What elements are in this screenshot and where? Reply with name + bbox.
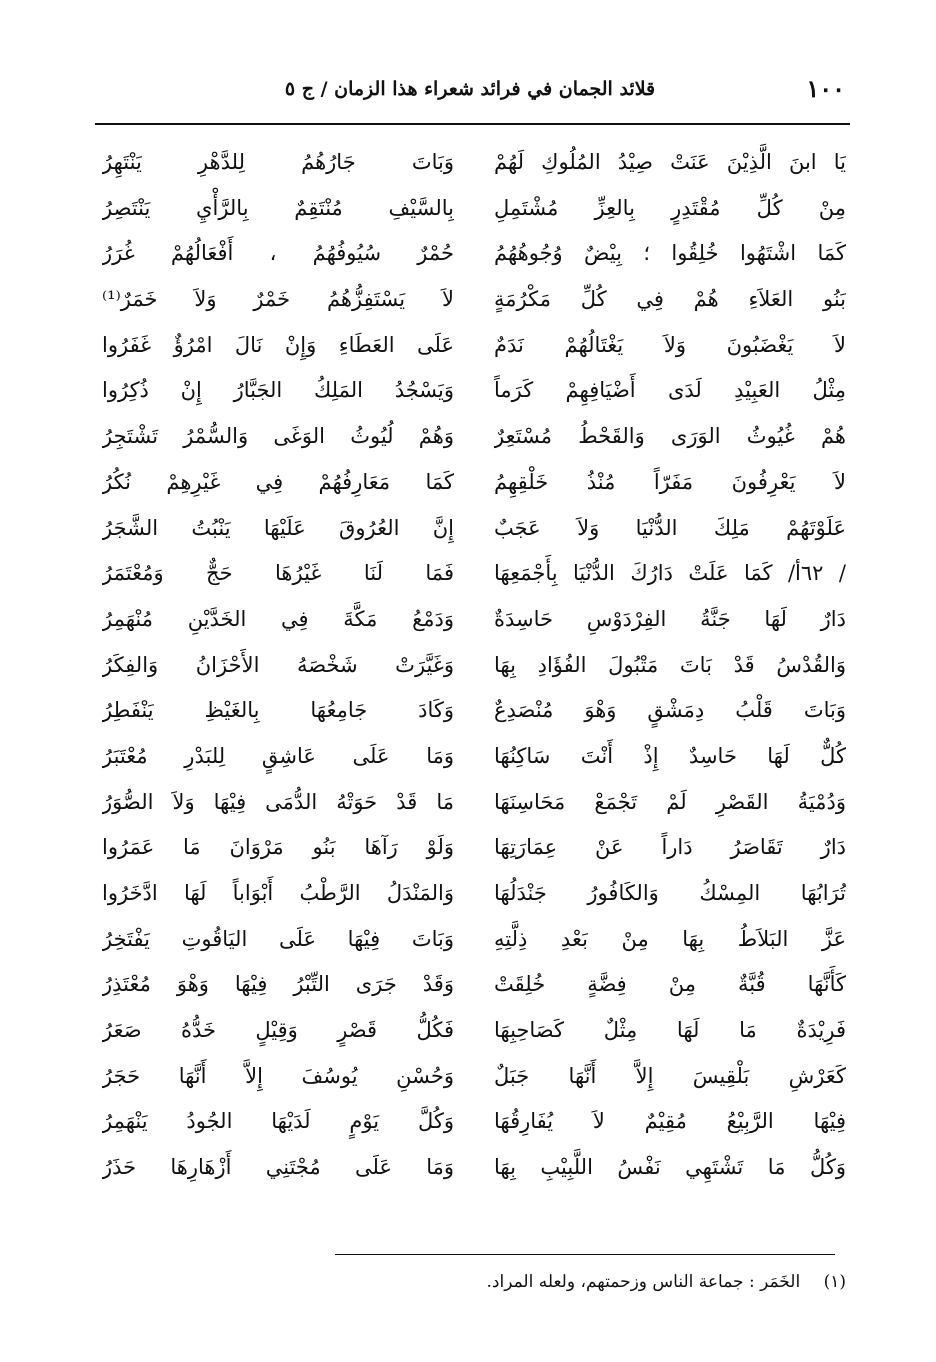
verse-line: عَزَّ البَلاَطُ بِهَا مِنْ بَعْدِ ذِلَّتِهِ [494,926,846,951]
verse-line: / ٦٢أ/ كَمَا عَلَتْ دَارُكَ الدُّنْيَا بِأَجْمَعِهَا [494,561,846,586]
footnote-text: الخَمَر : جماعة الناس وزحمتهم، ولعله المراد. [486,1272,801,1292]
verse-line: وَحُسْنِ يُوسُفَ إِلاَّ أَنَّهَا حَجَرُ [102,1063,454,1088]
verse-line: فَرِيْدَةٌ مَا لَهَا مِثْلٌ كَصَاحِبِهَا [494,1018,846,1043]
verse-line: وَمَا عَلَى عَاشِقٍ لِلبَدْرِ مُعْتَبَرُ [102,743,454,768]
verse-line: وَكُلُّ مَا تَشْتَهِي نَفْسُ اللَّبِيْبِ بِهَا [494,1155,846,1180]
verse-line: كَأَنَّهَا قُبَّةٌ مِنْ فِضَّةٍ خُلِقَتْ [494,972,846,997]
verse-line: وَيَسْجُدُ المَلِكُ الجَبَّارُ إِنْ ذُكِرُوا [102,378,454,403]
verse-line: وَبَاتَ قَلْبُ دِمَشْقٍ وَهْوَ مُنْصَدِعٌ [494,698,846,723]
poem-left-column [102,140,454,1191]
footnote-number: (١) [823,1272,846,1292]
verse-line: وَبَاتَ جَارُهُمُ لِلدَّهْرِ يَنْتَهِرُ [102,150,454,174]
verse-line: عَلَى العَطَاءِ وَإِنْ نَالَ امْرُؤٌ غَفَرُوا [102,332,454,357]
verse-line: وَهُمْ لُيُوثُ الوَغَى وَالسُّمْرُ تَشْتَجِرُ [102,424,454,449]
verse-line: كَعَرْشِ بَلْقِيسَ إِلاَّ أَنَّهَا جَبَلٌ [494,1063,846,1088]
verse-line: دَارٌ لَهَا جَنَّةُ الفِرْدَوْسِ حَاسِدَةٌ [494,606,846,631]
poem-right-column [494,140,846,1191]
verse-line: كَمَا مَعَارِفُهُمْ فِي غَيْرِهِمْ نُكُرُ [102,469,454,494]
verse-line: فَمَا لَنَا غَيْرُهَا حَجٌّ وَمُعْتَمَرُ [102,561,454,586]
verse-line: مِثْلُ العَبِيْدِ لَدَى أَضْيَافِهِمْ كَرَماً [494,378,846,403]
verse-line: لاَ يَسْتَفِزُّهُمُ خَمْرٌ وَلاَ خَمَرٌ⁽¹⁾ [102,287,454,312]
verse-line: فَكُلُّ قَصْرٍ وَقِيْلٍ خَدُّهُ صَعَرُ [102,1018,454,1043]
verse-line: فِيْهَا الرَّبِيْعُ مُقِيْمٌ لاَ يُفَارِقُهَا [494,1109,846,1134]
verse-line: تُرَابُهَا المِسْكُ وَالكَافُورُ جَنْدَلُهَا [494,881,846,905]
verse-line: وَكُلَّ يَوْمٍ لَدَيْهَا الجُودُ يَنْهَمِرُ [102,1109,454,1134]
verse-line: وَلَوْ رَآهَا بَنُو مَرْوَانَ مَا عَمَرُوا [102,835,454,860]
verse-line: لاَ يَعْرِفُونَ مَفَرّاً مُنْذُ خَلْقِهِمُ [494,469,846,494]
verse-line: يَا ابنَ الَّذِيْنَ عَنَتْ صِيْدُ المُلُوكِ لَهُمْ [494,150,846,174]
verse-line: هُمْ غُيُوثُ الوَرَى وَالقَحْطُ مُسْتَعِرٌ [494,424,846,449]
verse-line: وَقَدْ جَرَى التِّبْرُ فِيْهَا وَهْوَ مُعْتَذِرُ [102,972,454,997]
verse-line: وَكَادَ جَامِعُهَا بِالغَيْظِ يَنْفَطِرُ [102,698,454,723]
page-header [95,74,845,114]
page-number: ١٠٠ [806,74,845,103]
verse-line: وَدُمْيَةُ القَصْرِ لَمْ تَجْمَعْ مَحَاسِنَهَا [494,789,846,814]
verse-line: وَدَمْعُ مَكَّةَ فِي الخَدَّيْنِ مُنْهَمِرُ [102,606,454,631]
verse-line: مِنْ كُلِّ مُقْتَدِرٍ بِالعِزِّ مُشْتَمِلِ [494,195,846,220]
verse-line: عَلَوْتَهُمْ مَلِكَ الدُّنْيَا وَلاَ عَجَبٌ [494,515,846,540]
verse-line: بَنُو العَلاَءِ هُمْ فِي كُلِّ مَكْرُمَةٍ [494,287,846,312]
verse-line: وَالمَنْدَلُ الرَّطْبُ أَبْوَاباً لَهَا ادَّخَرُوا [102,881,454,905]
footnote-rule [335,1254,835,1255]
verse-line: إِنَّ العُرُوقَ عَلَيْهَا يَنْبُتُ الشَّجَرُ [102,515,454,540]
verse-line: وَبَاتَ فِيْهَا عَلَى اليَاقُوتِ يَفْتَخِرُ [102,926,454,951]
verse-line: حُمْرٌ سُيُوفُهُمُ ، أَفْعَالُهُمْ غُرَرُ [102,241,454,266]
verse-line: وَمَا عَلَى مُجْتَنِي أَزْهَارِهَا حَذَرُ [102,1155,454,1180]
verse-line: لاَ يَغْضَبُونَ وَلاَ يَغْتَالُهُمْ نَدَمٌ [494,332,846,357]
verse-line: دَارٌ تَقَاصَرُ دَاراً عَنْ عِمَارَتِهَا [494,835,846,860]
verse-line: كَمَا اشْتَهُوا خُلِقُوا ؛ بِيْضٌ وُجُوهُهُمُ [494,241,846,266]
verse-line: وَالقُدْسُ قَدْ بَاتَ مَتْبُولَ الفُؤَادِ بِهَا [494,652,846,677]
verse-line: وَغَيَّرَتْ شَخْصَهُ الأَحْزَانُ وَالفِكَرُ [102,652,454,677]
verse-line: كُلٌّ لَهَا حَاسِدٌ إِذْ أَنْتَ سَاكِنُهَا [494,743,846,768]
verse-line: بِالسَّيْفِ مُنْتَقِمٌ بِالرَّأْيِ يَنْتَصِرُ [102,195,454,220]
header-rule [95,123,850,125]
footnote [146,1272,846,1292]
verse-line: مَا قَدْ حَوَتْهُ الدُّمَى فِيْهَا وَلاَ الصُّوَرُ [102,789,454,814]
running-title: قلائد الجمان في فرائد شعراء هذا الزمان / ج ٥ [284,78,656,100]
